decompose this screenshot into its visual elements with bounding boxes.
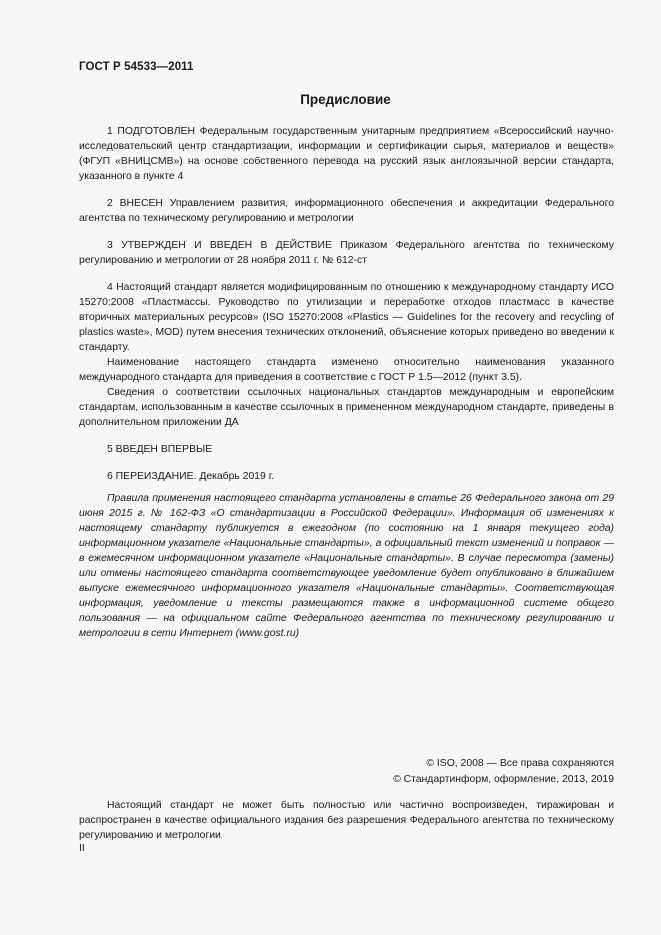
page-number: II: [79, 843, 85, 854]
paragraph-1: 1 ПОДГОТОВЛЕН Федеральным государственным унитарным предприятием «Всероссийский научно-исследовательский центр стандартизации, информации и сертификации сырья, материалов и веществ» (ФГУП «ВНИЦСМВ») на основе собственного перевода на русский язык англоязычной версии стандарта, указанного в пункте 4: [79, 126, 614, 182]
section-title: Предисловие: [300, 92, 391, 107]
copyright-standartinform: © Стандартинформ, оформление, 2013, 2019: [393, 774, 614, 785]
copyright-iso: © ISO, 2008 — Все права сохраняются: [426, 758, 614, 769]
paragraph-5: 5 ВВЕДЕН ВПЕРВЫЕ: [107, 444, 213, 455]
paragraph-4-name-note: Наименование настоящего стандарта изменено относительно наименования указанного международного стандарта для приведения в соответствие с ГОСТ Р 1.5—2012 (пункт 3.5).: [79, 357, 614, 383]
reprint-notice: Настоящий стандарт не может быть полностью или частично воспроизведен, тиражирован и распространен в качестве официального издания без разрешения Федерального агентства по техническому регулированию и метрологии: [79, 800, 614, 841]
copyright-block: [393, 756, 614, 788]
foreword-body: [79, 124, 614, 484]
paragraph-2: 2 ВНЕСЕН Управлением развития, информационного обеспечения и аккредитации Федерального агентства по техническому регулированию и метрологии: [79, 198, 614, 224]
document-code: ГОСТ Р 54533—2011: [79, 61, 194, 73]
application-rules-notice: Правила применения настоящего стандарта установлены в статье 26 Федерального закона от 29 июня 2015 г. № 162-ФЗ «О стандартизации в Российской Федерации». Информация об изменениях к настоящему стандарту публикуется в ежегодном (по состоянию на 1 января текущего года) информационном указателе «Национальные стандарты», а официальный текст изменений и поправок — в ежемесячном информационном указателе «Национальные стандарты». В случае пересмотра (замены) или отмены настоящего стандарта соответствующее уведомление будет опубликовано в ближайшем выпуске ежемесячного информационного указателя «Национальные стандарты». Соответствующая информация, уведомление и тексты размещаются также в информационной системе общего пользования — на официальном сайте Федерального агентства по техническому регулированию и метрологии в сети Интернет (www.gost.ru): [79, 493, 614, 639]
paragraph-3: 3 УТВЕРЖДЕН И ВВЕДЕН В ДЕЙСТВИЕ Приказом Федерального агентства по техническому регулированию и метрологии от 28 ноября 2011 г. № 612-ст: [79, 240, 614, 266]
paragraph-4-references-note: Сведения о соответствии ссылочных национальных стандартов международным и европейским стандартам, использованным в качестве ссылочных в примененном международном стандарте, приведены в дополнительном приложении ДА: [79, 387, 614, 428]
paragraph-4: 4 Настоящий стандарт является модифицированным по отношению к международному стандарту ИСО 15270:2008 «Пластмассы. Руководство по утилизации и переработке отходов пластмасс в качестве вторичных материальных ресурсов» (ISO 15270:2008 «Plastics — Guidelines for the recovery and recycling of plastics waste», MOD) путем внесения технических отклонений, объяснение которых приведено во введении к стандарту.: [79, 282, 614, 353]
paragraph-6: 6 ПЕРЕИЗДАНИЕ. Декабрь 2019 г.: [107, 471, 275, 482]
